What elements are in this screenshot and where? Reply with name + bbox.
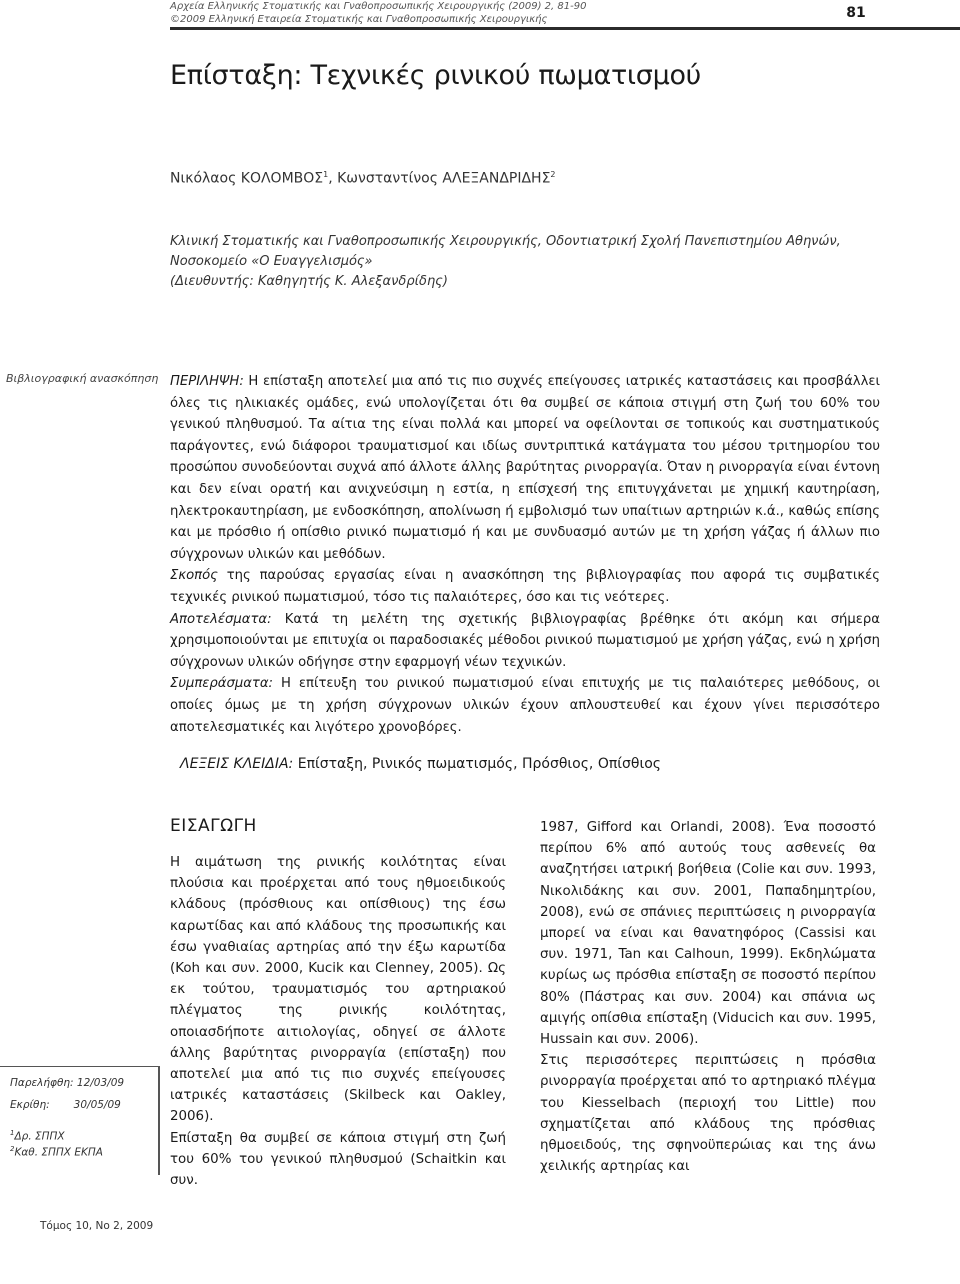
conclusions-label: Συμπεράσματα: <box>170 676 274 692</box>
author-2-affil-mark: 2 <box>550 170 556 179</box>
conclusions-text: Η επίτευξη του ρινικού πωματισμού είναι επιτυχής με τις παλαιότερες μεθόδους, οι οποίες όμως με τη χρήση σύγχρονων υλικών έχουν απλουστευθεί και έχουν γίνει περισσότερο αποτελεσματικές και λιγότερο χρονοβόρες. <box>170 676 880 735</box>
author-separator: , <box>328 170 338 187</box>
affiliation-line-3: (Διευθυντής: Καθηγητής Κ. Αλεξανδρίδης) <box>170 274 448 289</box>
keywords <box>180 756 661 772</box>
keywords-label: ΛΕΞΕΙΣ ΚΛΕΙΔΙΑ: <box>180 756 294 772</box>
footnote-2-mark: 2 <box>10 1145 15 1153</box>
article-type-label: Βιβλιογραφική ανασκόπηση <box>6 372 159 385</box>
body-column-right <box>540 817 876 1177</box>
summary-text: Η επίσταξη αποτελεί μια από τις πιο συχνές επείγουσες ιατρικές καταστάσεις και προσβάλλει όλες τις ηλικιακές ομάδες, ενώ υπολογίζεται ότι θα συμβεί σε κάποια στιγμή στη ζωή του 60% του γενικού πληθυσμού. Τα αίτια της είναι πολλά και μπορεί να οφείλονται σε τοπικούς και συστηματικούς παράγοντες, ενώ διάφοροι τραυματισμοί και ιδίως συντριπτικά κατάγματα του μέσου τριτημορίου του προσώπου συνοδεύονται συχνά από άλλοτε άλλης βαρύτητας ρινορραγία. Όταν η ρινορραγία είναι έντονη και δεν είναι ορατή και ανιχνεύσιμη η εστία, η επίσχεσή της επιτυγχάνεται με χημική καυτηρίαση, ηλεκτροκαυτηρίαση, με ενδοσκόπηση, απολίνωση ή εμβολισμό των υπαίτιων αρτηριών κ.ά., καθώς επίσης και με πρόσθιο ή οπίσθιο ρινικό πωματισμό ή και με συνδυασμό αυτών με τη χρήση γάζας ή άλλων πιο σύγχρονων υλικών και μεθόδων. <box>170 374 880 562</box>
journal-citation <box>170 0 586 26</box>
volume-footer: Τόμος 10, Νο 2, 2009 <box>40 1220 154 1232</box>
abstract-results <box>170 609 880 674</box>
intro-paragraph-1: Η αιμάτωση της ρινικής κοιλότητας είναι πλούσια και προέρχεται από τους ηθμοειδικούς κλάδους (πρόσθιους και οπίσθιους) της έσω καρωτίδας και από κλάδους της προσωπικής και έσω γναθιαίας αρτηρίας από την έξω καρωτίδα (Koh και συν. 2000, Kucik και Clenney, 2005). Ως εκ τούτου, τραυματισμός του αρτηριακού πλέγματος της ρινικής κοιλότητας, οποιασδήποτε αιτιολογίας, οδηγεί σε άλλοτε άλλης βαρύτητας ρινορραγία (επίσταξη) που αποτελεί μια από τις πιο συχνές επείγουσες ιατρικές καταστάσεις (Skilbeck και Oakley, 2006). <box>170 855 506 1125</box>
author-1-affil-mark: 1 <box>323 170 329 179</box>
body-column-left <box>170 852 506 1191</box>
results-text: Κατά τη μελέτη της σχετικής βιβλιογραφίας βρέθηκε ότι ακόμη και σήμερα χρησιμοποιούνται με επιτυχία οι παραδοσιακές μέθοδοι ρινικού πωματισμού με χρήση γάζας, ενώ η χρήση σύγχρονων υλικών οδήγησε στην εφαρμογή νέων τεχνικών. <box>170 611 880 670</box>
abstract-aim <box>170 565 880 608</box>
dates-box <box>0 1066 160 1175</box>
results-label: Αποτελέσματα: <box>170 611 272 627</box>
aim-label: Σκοπός <box>170 568 218 584</box>
aim-text: της παρούσας εργασίας είναι η ανασκόπηση της βιβλιογραφίας που αφορά τις συμβατικές τεχνικές ρινικού πωματισμού, τόσο τις παλαιότερες, όσο και τις νεότερες. <box>170 568 880 605</box>
intro-paragraph-2: Επίσταξη θα συμβεί σε κάποια στιγμή στη ζωή του 60% του γενικού πληθυσμού (Schaitkin και συν. <box>170 1130 506 1189</box>
affiliation-line-1: Κλινική Στοματικής και Γναθοπροσωπικής Χειρουργικής, Οδοντιατρική Σχολή Πανεπιστημίου Αθηνών, <box>170 234 841 249</box>
footnote-1-text: Δρ. ΣΠΠΧ <box>14 1130 65 1143</box>
accepted-date: 30/05/09 <box>73 1099 121 1111</box>
accepted-row <box>10 1099 121 1111</box>
received-date: Παρελήφθη: 12/03/09 <box>10 1077 125 1089</box>
affiliation-line-2: Νοσοκομείο «Ο Ευαγγελισμός» <box>170 254 373 269</box>
article-title: Επίσταξη: Τεχνικές ρινικού πωματισμού <box>170 60 701 91</box>
footnote-2 <box>10 1145 103 1159</box>
intro-paragraph-3: 1987, Gifford και Orlandi, 2008). Ένα ποσοστό περίπου 6% από αυτούς τους ασθενείς θα αναζητήσει ιατρική βοήθεια (Colie και συν. 1993, Νικολιδάκης και συν. 2001, Παπαδημητρίου, 2008), ενώ σε σπάνιες περιπτώσεις η ρινορραγία μπορεί να είναι και θανατηφόρος (Cassisi και συν. 1971, Tan και Calhoun, 1999). Εκδηλώματα κυρίως ως πρόσθια επίσταξη σε ποσοστό περίπου 80% (Πάστρας και συν. 2004) και σπάνια ως αμιγής οπίσθια επίσταξη (Viducich και συν. 1995, Hussain και συν. 2006). <box>540 820 876 1048</box>
journal-line-2: ©2009 Ελληνική Εταιρεία Στοματικής και Γναθοπροσωπικής Χειρουργικής <box>170 14 548 25</box>
keywords-text: Επίσταξη, Ρινικός πωματισμός, Πρόσθιος, Οπίσθιος <box>293 756 661 772</box>
footnote-1 <box>10 1129 65 1143</box>
page-number: 81 <box>846 5 866 21</box>
accepted-label: Εκρίθη: <box>10 1099 50 1111</box>
abstract-summary <box>170 371 880 565</box>
affiliation <box>170 232 841 292</box>
footnote-1-mark: 1 <box>10 1129 15 1137</box>
journal-line-1: Αρχεία Ελληνικής Στοματικής και Γναθοπροσωπικής Χειρουργικής (2009) 2, 81-90 <box>170 1 587 12</box>
author-list <box>170 170 556 187</box>
author-1: Νικόλαος ΚΟΛΟΜΒΟΣ <box>170 170 324 187</box>
author-2: Κωνσταντίνος ΑΛΕΞΑΝΔΡΙΔΗΣ <box>337 170 551 187</box>
section-heading-introduction: ΕΙΣΑΓΩΓΗ <box>170 816 257 836</box>
abstract-conclusions <box>170 673 880 738</box>
header-rule <box>170 27 960 30</box>
footnote-2-text: Καθ. ΣΠΠΧ ΕΚΠΑ <box>14 1146 103 1159</box>
summary-label: ΠΕΡΙΛΗΨΗ: <box>170 374 244 389</box>
abstract <box>170 371 880 738</box>
intro-paragraph-4: Στις περισσότερες περιπτώσεις η πρόσθια ρινορραγία προέρχεται από το αρτηριακό πλέγμα του Kiesselbach (περιοχή του Little) που σχηματίζεται από κλάδους της πρόσθιας ηθμοειδούς, της σφηνοϋπερώιας και της άνω χειλικής αρτηρίας και <box>540 1053 876 1175</box>
